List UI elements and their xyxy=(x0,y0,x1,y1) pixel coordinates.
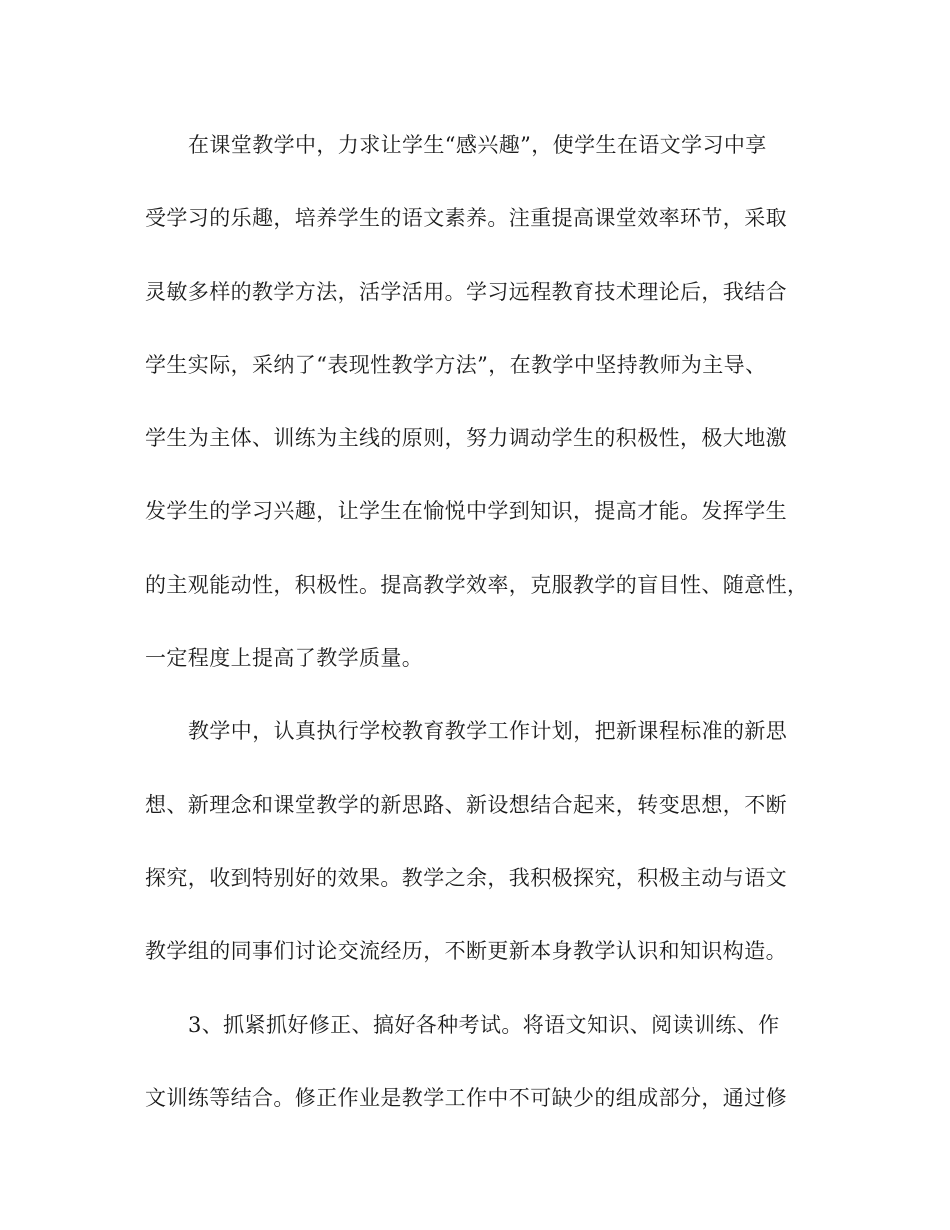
paragraph-line: 教学组的同事们讨论交流经历，不断更新本身教学认识和知识构造。 xyxy=(145,939,787,964)
paragraph-classroom-interest xyxy=(145,121,815,707)
paragraph-line: 学生为主体、训练为主线的原则，努力调动学生的积极性，极大地激 xyxy=(145,426,787,451)
paragraph-teaching-plan xyxy=(145,707,815,1000)
paragraph-line: 发学生的学习兴趣，让学生在愉悦中学到知识，提高才能。发挥学生 xyxy=(145,499,787,524)
paragraph-exams-corrections xyxy=(145,1001,815,1148)
paragraph-line: 教学中，认真执行学校教育教学工作计划，把新课程标准的新思 xyxy=(188,719,788,744)
paragraph-line: 探究，收到特别好的效果。教学之余，我积极探究，积极主动与语文 xyxy=(145,865,787,890)
paragraph-line: 在课堂教学中，力求让学生“感兴趣”，使学生在语文学习中享 xyxy=(188,133,767,157)
paragraph-line: 想、新理念和课堂教学的新思路、新设想结合起来，转变思想，不断 xyxy=(145,792,787,817)
paragraph-line: 一定程度上提高了教学质量。 xyxy=(145,646,424,671)
document-body xyxy=(145,121,815,1147)
paragraph-line: 的主观能动性，积极性。提高教学效率，克服教学的盲目性、随意性， xyxy=(145,572,809,597)
paragraph-line: 灵敏多样的教学方法，活学活用。学习远程教育技术理论后，我结合 xyxy=(145,279,787,304)
paragraph-line: 学生实际，采纳了“表现性教学方法”，在教学中坚持教师为主导、 xyxy=(145,352,767,377)
paragraph-line: 文训练等结合。修正作业是教学工作中不可缺少的组成部分，通过修 xyxy=(145,1085,787,1110)
paragraph-line: 3、抓紧抓好修正、搞好各种考试。将语文知识、阅读训练、作 xyxy=(188,1012,780,1037)
paragraph-line: 受学习的乐趣，培养学生的语文素养。注重提高课堂效率环节，采取 xyxy=(145,206,787,231)
